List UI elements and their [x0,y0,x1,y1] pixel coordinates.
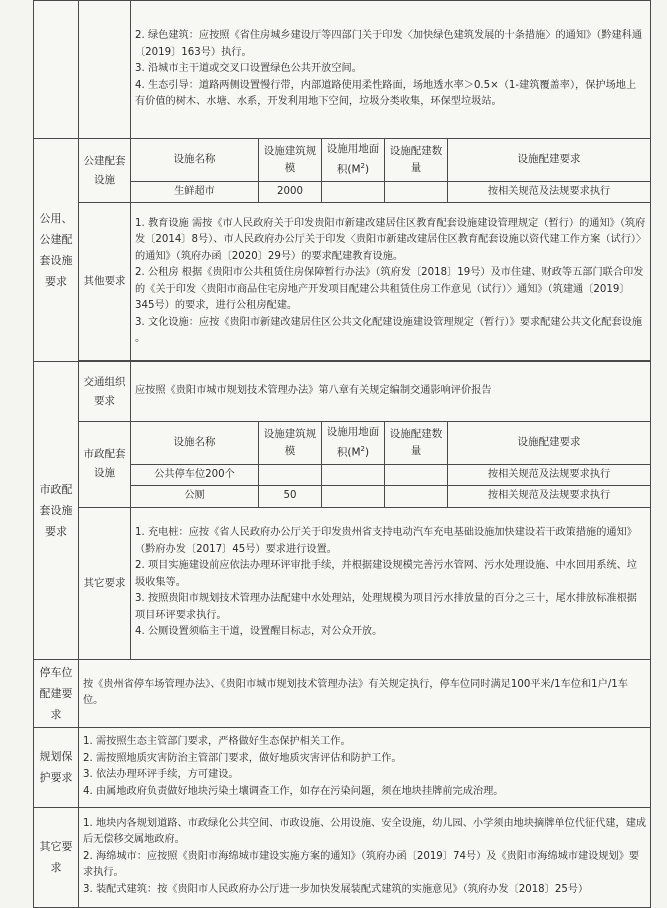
header-land-area: 设施用地面积$(M^2)$ [322,139,385,182]
other-section-label: 其它要求 [34,807,79,907]
planning-protection-text [79,727,651,807]
paragraph: 2. 海绵城市：应按照《贵阳市海绵城市建设实施方案的通知》（筑府办函〔2019〕74号）及《贵阳市海绵城市建设规划》要求执行。 [83,850,640,879]
paragraph: 1. 充电桩：应按《省人民政府办公厅关于印发贵州省支持电动汽车充电基础设施加快建设若干政策措施的通知》（黔府办发〔2017〕45号）要求进行设置。 [135,527,637,555]
header-facility-requirement: 设施配建要求 [448,422,651,465]
paragraph: 1. 教育设施 需按《市人民政府关于印发贵阳市新建改建居住区教育配套设施建设管理规定（暂行）的通知》（筑府发〔2014〕8号）、市人民政府办公厅关于印发〈贵阳市新建改建居住区教育配套设施以资代建工作方案（试行）〉的通知》（筑府办函〔2020〕29号）的要求配建教育设施。 [135,217,646,262]
header-building-scale: 设施建筑规模 [259,422,322,465]
paragraph: 4. 由属地政府负责做好地块污染土壤调查工作，如存在污染问题，须在地块挂牌前完成治理。 [83,785,504,797]
paragraph: 2. 项目实施建设前应依法办理环评审批手续，并根据建设规模完善污水管网、污水处理设施、中水回用系统、垃圾收集等。 [135,560,637,588]
header-facility-requirement: 设施配建要求 [448,139,651,182]
public-facilities-section-label: 公用、公建配套设施要求 [34,139,79,362]
facility-count-cell [385,181,448,203]
paragraph: 1. 需按照生态主管部门要求，严格做好生态保护相关工作。 [83,736,351,747]
public-other-label: 其他要求 [79,203,131,361]
facility-name-cell: 生鲜超市 [131,181,259,203]
other-requirements-text [79,807,651,907]
facility-count-cell [385,486,448,508]
facility-scale-cell: 50 [259,486,322,508]
facility-area-cell [322,486,385,508]
facility-name-cell: 公厕 [131,486,259,508]
municipal-facilities-sub-label: 市政配套设施 [79,422,131,508]
facility-scale-cell: 2000 [259,181,322,203]
header-land-area: 设施用地面积$(M^2)$ [322,422,385,465]
facility-count-cell [385,464,448,486]
paragraph: 3. 按照贵阳市规划技术管理办法配建中水处理站，处理规模为项目污水排放量的百分之三十，尾水排放标准根据项目环评要求执行。 [135,593,637,621]
traffic-requirement-text: 应按照《贵阳市城市规划技术管理办法》第八章有关规定编制交通影响评价报告 [131,362,651,422]
facility-area-cell [322,464,385,486]
header-facility-count: 设施配建数量 [385,422,448,465]
paragraph: 3. 装配式建筑：按《贵阳市人民政府办公厅进一步加快发展装配式建筑的实施意见》（筑府办发〔2018〕25号） [83,883,589,895]
facility-requirement-cell: 按相关规范及法规要求执行 [448,464,651,486]
paragraph: 3. 文化设施：应按《贵阳市新建改建居住区公共文化配建设施建设管理规定（暂行）》要求配建公共文化配套设施 。 [135,316,643,344]
paragraph: 2. 绿色建筑：应按照《省住房城乡建设厅等四部门关于印发〈加快绿色建筑发展的十条措施〉的通知》（黔建科通〔2019〕163号）执行。 [135,30,643,58]
paragraph: 4. 生态引导：道路两侧设置慢行带，内部道路使用柔性路面，场地透水率＞0.5×（1-建筑覆盖率），保护场地上有价值的树木、水塘、水系，开发利用地下空间，垃圾分类收集，环保型垃圾站。 [135,79,637,108]
facility-requirement-cell: 按相关规范及法规要求执行 [448,181,651,203]
paragraph: 4. 公厕设置须临主干道，设置醒目标志，对公众开放。 [135,626,383,638]
facility-scale-cell [259,464,322,486]
municipal-section-label: 市政配套设施要求 [34,362,79,660]
municipal-other-text [131,507,651,659]
top-left-sub-cell [79,1,131,139]
municipal-other-label: 其它要求 [79,507,131,659]
public-building-sub-label: 公建配套设施 [79,139,131,203]
parking-requirement-text: 按《贵州省停车场管理办法》、《贵阳市城市规划技术管理办法》有关规定执行，停车位同时满足100平米/1车位和1户/1车位。 [79,659,651,727]
header-facility-name: 设施名称 [131,422,259,465]
top-left-cell [34,1,79,139]
facility-area-cell [322,181,385,203]
paragraph: 2. 公租房 根据《贵阳市公共租赁住房保障暂行办法》（筑府发〔2018〕19号）及市住建、财政等五部门联合印发的《关于印发〈贵阳市商品住宅房地产开发项目配建公共租赁住房工作意见（试行）〉通知》（筑建通〔2019〕345号）的要求，进行公租房配建。 [135,267,644,311]
header-building-scale: 设施建筑规模 [259,139,322,182]
header-facility-name: 设施名称 [131,139,259,182]
facility-name-cell: 公共停车位200个 [131,464,259,486]
paragraph: 3. 沿城市主干道或交叉口设置绿色公共开放空间。 [135,63,362,75]
paragraph: 3. 依法办理环评手续，方可建设。 [83,769,239,780]
header-facility-count: 设施配建数量 [385,139,448,182]
parking-section-label: 停车位配建要求 [34,659,79,727]
paragraph: 1. 地块内各规划道路、市政绿化公共空间、市政设施、公用设施、安全设施，幼儿园、小学须由地块摘牌单位代征代建，建成后无偿移交属地政府。 [83,817,647,846]
traffic-organization-label: 交通组织要求 [79,362,131,422]
public-other-text [131,203,651,361]
planning-protection-section-label: 规划保护要求 [34,727,79,807]
facility-requirement-cell: 按相关规范及法规要求执行 [448,486,651,508]
green-requirements-text [131,1,651,139]
paragraph: 2. 需按照地质灾害防治主管部门要求，做好地质灾害评估和防护工作。 [83,752,402,764]
planning-conditions-table [33,0,651,908]
